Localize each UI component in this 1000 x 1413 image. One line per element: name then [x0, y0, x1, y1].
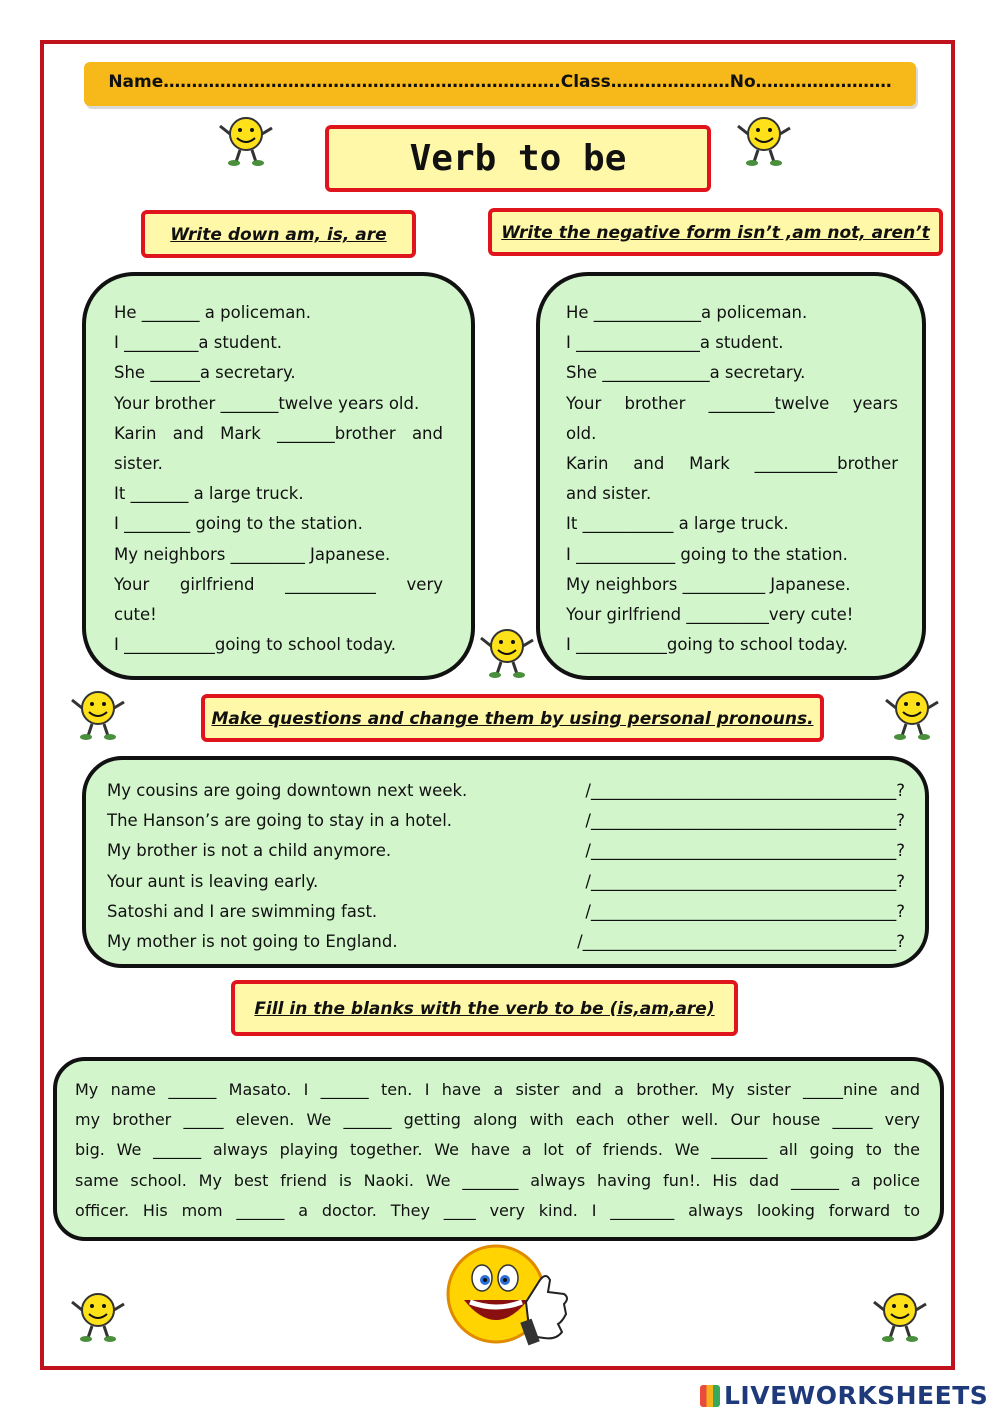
question-sentence: Your aunt is leaving early.	[107, 871, 319, 891]
question-row	[107, 867, 905, 897]
exercise-lines	[114, 298, 443, 660]
instruction-write-down: Write down am, is, are	[141, 210, 416, 258]
exercise-line: I ___________going to school today.	[114, 635, 396, 655]
exercise-line: and sister.	[566, 484, 652, 504]
exercise-line: same school. My best friend is Naoki. We _______ always having fun!. His dad ______ a police	[75, 1170, 920, 1190]
question-sentence: My brother is not a child anymore.	[107, 841, 392, 861]
liveworksheets-logo: LIVEWORKSHEETS	[700, 1381, 988, 1410]
question-row	[107, 776, 905, 806]
exercise-line: Your girlfriend __________very cute!	[566, 605, 854, 625]
exercise-line: I ___________going to school today.	[566, 635, 848, 655]
question-rows	[107, 776, 905, 957]
smiley-waving-icon	[473, 624, 539, 680]
exercise-line: Karin and Mark _______brother and	[114, 423, 443, 443]
page-title: Verb to be	[325, 125, 711, 192]
question-row	[107, 836, 905, 866]
exercise-line: It _______ a large truck.	[114, 484, 304, 504]
exercise-line: Your girlfriend ___________ very	[114, 574, 443, 594]
exercise-line: Your brother _______twelve years old.	[114, 393, 420, 413]
instruction-fill-blanks: Fill in the blanks with the verb to be (is,am,are)	[231, 980, 738, 1036]
answer-blank[interactable]: /_____________________________________?	[585, 811, 905, 831]
exercise-line: I ____________ going to the station.	[566, 544, 848, 564]
exercise-line: She ______a secretary.	[114, 363, 296, 383]
smiley-waving-icon	[730, 112, 796, 168]
exercise-box-negative	[536, 272, 926, 680]
exercise-lines	[566, 298, 898, 660]
exercise-line: He _____________a policeman.	[566, 303, 808, 322]
exercise-line: Your brother ________twelve years	[566, 393, 898, 413]
smiley-waving-icon	[878, 686, 944, 742]
answer-blank[interactable]: /______________________________________?	[577, 932, 905, 952]
smiley-waving-icon	[64, 1288, 130, 1344]
answer-blank[interactable]: /_____________________________________?	[585, 781, 905, 800]
exercise-line: My neighbors _________ Japanese.	[114, 544, 391, 564]
exercise-line: sister.	[114, 454, 163, 474]
question-sentence: My mother is not going to England.	[107, 932, 398, 952]
exercise-line: My neighbors __________ Japanese.	[566, 574, 851, 594]
question-row	[107, 806, 905, 836]
exercise-line: old.	[566, 423, 597, 443]
smiley-waving-icon	[866, 1288, 932, 1344]
paragraph-lines	[75, 1075, 920, 1226]
exercise-line: I _________a student.	[114, 333, 283, 353]
exercise-line: big. We ______ always playing together. We have a lot of friends. We _______ all going to the	[75, 1140, 920, 1160]
thumbs-up-smiley-icon	[440, 1240, 572, 1348]
answer-blank[interactable]: /_____________________________________?	[585, 841, 905, 861]
exercise-line: Karin and Mark __________brother	[566, 454, 898, 474]
exercise-line: My name ______ Masato. I ______ ten. I have a sister and a brother. My sister _____nine and	[75, 1080, 920, 1099]
exercise-box-questions	[82, 756, 929, 968]
smiley-waving-icon	[212, 112, 278, 168]
exercise-line: cute!	[114, 605, 157, 625]
exercise-line: He _______ a policeman.	[114, 303, 312, 322]
exercise-line: officer. His mom ______ a doctor. They ____ very kind. I ________ always looking forward to	[75, 1200, 920, 1220]
exercise-line: It ___________ a large truck.	[566, 514, 789, 534]
exercise-line: I _______________a student.	[566, 333, 784, 353]
exercise-line: my brother _____ eleven. We ______ getting along with each other well. Our house _____ very	[75, 1110, 920, 1130]
answer-blank[interactable]: /_____________________________________?	[585, 871, 905, 891]
question-sentence: My cousins are going downtown next week.	[107, 781, 468, 800]
exercise-line: I ________ going to the station.	[114, 514, 363, 534]
exercise-line: She _____________a secretary.	[566, 363, 806, 383]
question-sentence: The Hanson’s are going to stay in a hotel.	[107, 811, 453, 831]
exercise-box-paragraph	[53, 1057, 944, 1241]
answer-blank[interactable]: /_____________________________________?	[585, 901, 905, 921]
exercise-box-affirmative	[82, 272, 475, 680]
question-row	[107, 927, 905, 957]
name-class-number-bar: Name…………………………………………………………….Class…………………No……………………	[84, 62, 916, 106]
question-sentence: Satoshi and I are swimming fast.	[107, 901, 378, 921]
instruction-negative-form: Write the negative form isn’t ,am not, aren’t	[488, 208, 943, 256]
instruction-make-questions: Make questions and change them by using personal pronouns.	[201, 694, 824, 742]
smiley-waving-icon	[64, 686, 130, 742]
question-row	[107, 897, 905, 927]
